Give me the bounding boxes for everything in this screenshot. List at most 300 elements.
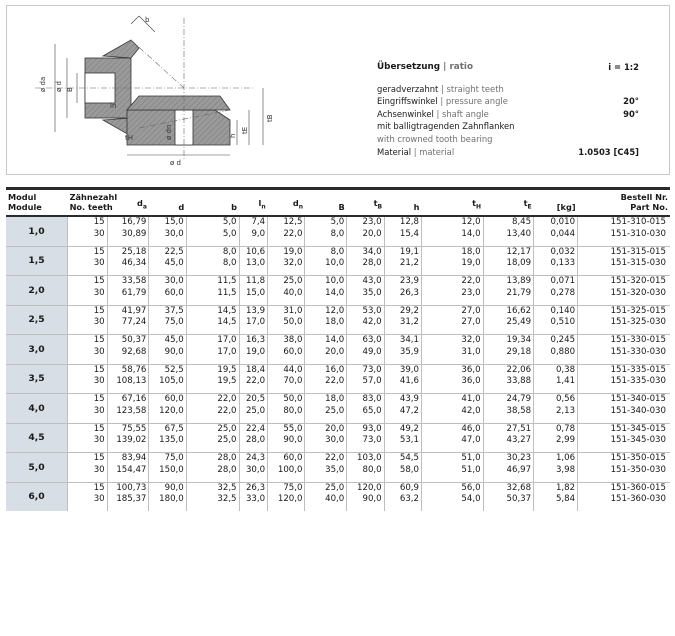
table-cell: 19,1	[384, 246, 421, 258]
table-cell: 54,0	[422, 494, 484, 506]
dim-da-label: ø da	[39, 76, 47, 92]
dim-d-bottom-label: ø d	[170, 159, 181, 167]
table-cell: 20,0	[347, 229, 384, 241]
table-cell: 58,76	[107, 364, 149, 376]
table-cell: 70,0	[268, 376, 305, 388]
table-cell: 30,89	[107, 229, 149, 241]
table-cell: 28,0	[186, 465, 239, 477]
table-cell: 29,18	[483, 347, 534, 359]
table-cell: 0,880	[534, 347, 578, 359]
table-row	[6, 406, 670, 418]
col-kg: [kg]	[556, 201, 576, 212]
dim-ln-label: ln	[110, 102, 117, 110]
spec-crowned-en: with crowned tooth bearing	[377, 133, 493, 144]
table-cell: 57,0	[347, 376, 384, 388]
table-cell: 15,4	[384, 229, 421, 241]
table-cell: 15	[68, 216, 108, 229]
table-cell: 0,133	[534, 258, 578, 270]
dim-tH-label: tH	[125, 134, 134, 142]
table-cell: 14,0	[305, 335, 347, 347]
table-cell: 0,032	[534, 246, 578, 258]
table-cell: 154,47	[107, 465, 149, 477]
table-row	[6, 376, 670, 388]
table-cell: 53,1	[384, 435, 421, 447]
table-cell: 12,17	[483, 246, 534, 258]
table-cell: 19,5	[186, 376, 239, 388]
table-cell: 25,0	[186, 423, 239, 435]
table-cell: 151-335-015	[578, 364, 670, 376]
col-tE: $t_E$	[523, 197, 532, 211]
table-cell: 0,140	[534, 305, 578, 317]
table-cell: 15	[68, 453, 108, 465]
table-cell: 5,84	[534, 494, 578, 506]
table-row	[6, 423, 670, 435]
table-cell: 151-340-030	[578, 406, 670, 418]
table-cell: 185,37	[107, 494, 149, 506]
col-d: d	[178, 201, 185, 212]
table-row	[6, 394, 670, 406]
table-cell: 151-350-030	[578, 465, 670, 477]
table-cell: 15	[68, 335, 108, 347]
table-cell: 63,0	[347, 335, 384, 347]
table-cell: 1,41	[534, 376, 578, 388]
table-row	[6, 453, 670, 465]
table-cell: 16,3	[239, 335, 268, 347]
dim-tE-label: tE	[241, 126, 249, 134]
table-cell: 16,79	[107, 216, 149, 229]
table-cell: 19,0	[239, 347, 268, 359]
table-cell: 49,0	[347, 347, 384, 359]
table-cell: 5,0	[186, 216, 239, 229]
table-cell: 25,0	[305, 482, 347, 494]
table-cell: 27,0	[422, 317, 484, 329]
table-cell: 10,0	[305, 276, 347, 288]
table-cell: 100,0	[268, 465, 305, 477]
table-cell: 22,0	[422, 276, 484, 288]
modul-cell: 2,5	[6, 305, 68, 335]
table-cell: 67,5	[149, 423, 186, 435]
table-cell: 35,0	[305, 465, 347, 477]
table-cell: 123,58	[107, 406, 149, 418]
table-cell: 30	[93, 435, 105, 446]
col-teeth: Zähnezahl No. teeth	[69, 192, 118, 212]
table-cell: 40,0	[305, 494, 347, 506]
table-cell: 35,0	[347, 288, 384, 300]
dim-h-label: h	[229, 133, 237, 138]
table-cell: 22,0	[305, 453, 347, 465]
table-cell: 19,34	[483, 335, 534, 347]
col-h: h	[413, 201, 420, 212]
table-row	[6, 246, 670, 258]
table-cell: 8,0	[186, 258, 239, 270]
table-cell: 0,044	[534, 229, 578, 241]
table-cell: 28,0	[186, 453, 239, 465]
table-cell: 46,0	[422, 423, 484, 435]
table-cell: 25,49	[483, 317, 534, 329]
table-cell: 2,99	[534, 435, 578, 447]
table-cell: 17,0	[186, 347, 239, 359]
table-cell: 0,510	[534, 317, 578, 329]
spec-ratio-value: i = 1:2	[608, 62, 639, 72]
modul-cell: 4,0	[6, 394, 68, 424]
table-cell: 51,0	[422, 453, 484, 465]
table-cell: 16,62	[483, 305, 534, 317]
table-cell: 53,0	[347, 305, 384, 317]
table-cell: 21,2	[384, 258, 421, 270]
table-cell: 12,8	[384, 216, 421, 229]
table-cell: 19,0	[422, 258, 484, 270]
table-cell: 33,88	[483, 376, 534, 388]
table-cell: 24,3	[239, 453, 268, 465]
table-cell: 10,6	[239, 246, 268, 258]
col-tB: $t_B$	[373, 197, 383, 211]
col-tH: $t_H$	[472, 197, 482, 211]
table-cell: 151-360-030	[578, 494, 670, 506]
table-row	[6, 288, 670, 300]
table-cell: 22,0	[186, 394, 239, 406]
modul-cell: 5,0	[6, 453, 68, 483]
col-dn: $d_n$	[292, 197, 303, 211]
table-cell: 15	[68, 276, 108, 288]
table-cell: 46,97	[483, 465, 534, 477]
table-cell: 30,0	[305, 435, 347, 447]
modul-cell: 2,0	[6, 276, 68, 306]
table-cell: 60,0	[268, 347, 305, 359]
col-part-no: Bestell Nr. Part No.	[620, 192, 668, 212]
table-cell: 15,0	[149, 216, 186, 229]
table-cell: 60,0	[149, 394, 186, 406]
table-cell: 135,0	[149, 435, 186, 447]
table-cell: 0,56	[534, 394, 578, 406]
table-cell: 28,0	[239, 435, 268, 447]
table-cell: 151-315-015	[578, 246, 670, 258]
table-cell: 45,0	[149, 258, 186, 270]
table-cell: 19,0	[268, 246, 305, 258]
table-cell: 103,0	[347, 453, 384, 465]
table-row	[6, 229, 670, 241]
table-cell: 36,0	[422, 364, 484, 376]
table-cell: 75,0	[268, 482, 305, 494]
table-cell: 93,0	[347, 423, 384, 435]
table-cell: 32,68	[483, 482, 534, 494]
table-cell: 151-320-015	[578, 276, 670, 288]
table-cell: 41,0	[422, 394, 484, 406]
table-cell: 151-310-015	[578, 216, 670, 229]
table-cell: 151-350-015	[578, 453, 670, 465]
gear-dimensions-table	[6, 190, 670, 511]
table-cell: 47,2	[384, 406, 421, 418]
table-cell: 0,278	[534, 288, 578, 300]
table-cell: 12,0	[422, 216, 484, 229]
table-cell: 15,0	[239, 288, 268, 300]
col-B: B	[338, 201, 345, 212]
table-cell: 30	[93, 405, 105, 416]
spec-crowned-de: mit balligtragenden Zahnflanken	[377, 121, 515, 132]
table-cell: 15	[68, 423, 108, 435]
table-cell: 11,5	[186, 288, 239, 300]
table-cell: 12,0	[305, 305, 347, 317]
table-cell: 25,0	[268, 276, 305, 288]
spec-row-teeth: geradverzahnt | straight teeth	[377, 83, 504, 94]
table-cell: 15	[68, 305, 108, 317]
table-cell: 17,0	[239, 317, 268, 329]
table-cell: 151-315-030	[578, 258, 670, 270]
table-cell: 22,0	[305, 376, 347, 388]
group-spacer-row	[6, 506, 670, 512]
modul-cell: 3,5	[6, 364, 68, 394]
table-cell: 43,0	[347, 276, 384, 288]
table-cell: 60,9	[384, 482, 421, 494]
table-cell: 83,94	[107, 453, 149, 465]
spec-ratio-en: ratio	[449, 62, 473, 72]
table-cell: 15	[68, 246, 108, 258]
table-cell: 50,37	[107, 335, 149, 347]
table-cell: 30	[93, 376, 105, 387]
col-da: $d_a$	[136, 197, 147, 211]
table-cell: 41,97	[107, 305, 149, 317]
table-cell: 50,0	[268, 317, 305, 329]
table-cell: 151-360-015	[578, 482, 670, 494]
table-cell: 22,0	[239, 376, 268, 388]
table-cell: 73,0	[347, 364, 384, 376]
table-cell: 67,16	[107, 394, 149, 406]
table-cell: 50,0	[268, 394, 305, 406]
table-cell: 15	[68, 364, 108, 376]
table-cell: 75,55	[107, 423, 149, 435]
table-cell: 31,0	[422, 347, 484, 359]
table-cell: 61,79	[107, 288, 149, 300]
table-row	[6, 364, 670, 376]
table-cell: 14,0	[422, 229, 484, 241]
table-cell: 180,0	[149, 494, 186, 506]
table-row	[6, 482, 670, 494]
table-cell: 151-320-030	[578, 288, 670, 300]
table-cell: 54,5	[384, 453, 421, 465]
table-row	[6, 335, 670, 347]
spec-row-shaft-angle: Achsenwinkel | shaft angle 90°	[377, 108, 639, 119]
table-cell: 22,06	[483, 364, 534, 376]
product-header-panel	[6, 5, 670, 175]
gear-dimensions-table-wrap	[6, 187, 670, 511]
table-cell: 46,34	[107, 258, 149, 270]
table-cell: 30	[93, 494, 105, 505]
modul-cell: 1,0	[6, 216, 68, 246]
table-cell: 11,8	[239, 276, 268, 288]
gear-table-body	[6, 216, 670, 511]
table-cell: 18,09	[483, 258, 534, 270]
table-cell: 3,98	[534, 465, 578, 477]
table-cell: 25,0	[186, 435, 239, 447]
table-cell: 26,3	[239, 482, 268, 494]
table-cell: 151-330-015	[578, 335, 670, 347]
table-cell: 7,4	[239, 216, 268, 229]
table-cell: 15	[68, 482, 108, 494]
table-cell: 5,0	[186, 229, 239, 241]
table-cell: 34,0	[347, 246, 384, 258]
table-row	[6, 258, 670, 270]
table-cell: 151-310-030	[578, 229, 670, 241]
table-cell: 18,4	[239, 364, 268, 376]
table-header-row	[6, 190, 670, 216]
table-cell: 28,0	[347, 258, 384, 270]
table-cell: 29,2	[384, 305, 421, 317]
table-cell: 75,0	[149, 317, 186, 329]
table-cell: 42,0	[422, 406, 484, 418]
table-cell: 90,0	[149, 482, 186, 494]
table-cell: 151-345-030	[578, 435, 670, 447]
table-cell: 27,0	[422, 305, 484, 317]
spec-material-value: 1.0503 [C45]	[578, 146, 639, 157]
table-row	[6, 465, 670, 477]
table-cell: 100,73	[107, 482, 149, 494]
table-cell: 0,245	[534, 335, 578, 347]
table-cell: 60,0	[268, 453, 305, 465]
table-cell: 18,0	[305, 317, 347, 329]
bevel-gear-technical-drawing	[15, 10, 315, 170]
table-cell: 23,9	[384, 276, 421, 288]
table-cell: 5,0	[305, 216, 347, 229]
table-cell: 31,0	[268, 305, 305, 317]
table-cell: 27,51	[483, 423, 534, 435]
table-row	[6, 216, 670, 229]
table-cell: 17,0	[186, 335, 239, 347]
table-cell: 37,5	[149, 305, 186, 317]
table-cell: 30	[93, 228, 105, 239]
table-cell: 45,0	[149, 335, 186, 347]
table-row	[6, 347, 670, 359]
table-cell: 8,0	[186, 246, 239, 258]
table-cell: 0,071	[534, 276, 578, 288]
dim-d-label: ø d	[55, 81, 63, 92]
table-cell: 151-330-030	[578, 347, 670, 359]
table-cell: 22,0	[186, 406, 239, 418]
wheel-gear-section	[127, 96, 230, 145]
table-cell: 30,0	[239, 465, 268, 477]
table-cell: 40,0	[268, 288, 305, 300]
table-cell: 2,13	[534, 406, 578, 418]
table-cell: 43,27	[483, 435, 534, 447]
dim-tB-label: tB	[266, 114, 274, 122]
table-row	[6, 494, 670, 506]
table-cell: 120,0	[149, 406, 186, 418]
table-cell: 13,40	[483, 229, 534, 241]
table-cell: 32,0	[422, 335, 484, 347]
table-cell: 151-325-015	[578, 305, 670, 317]
table-cell: 30,0	[149, 229, 186, 241]
table-cell: 90,0	[347, 494, 384, 506]
table-cell: 21,79	[483, 288, 534, 300]
table-row	[6, 317, 670, 329]
table-cell: 151-325-030	[578, 317, 670, 329]
table-cell: 90,0	[149, 347, 186, 359]
modul-cell: 6,0	[6, 482, 68, 511]
modul-cell: 4,5	[6, 423, 68, 453]
table-cell: 120,0	[268, 494, 305, 506]
table-cell: 22,4	[239, 423, 268, 435]
table-cell: 90,0	[268, 435, 305, 447]
table-cell: 19,5	[186, 364, 239, 376]
table-cell: 11,5	[186, 276, 239, 288]
table-cell: 8,0	[305, 229, 347, 241]
table-cell: 15	[68, 394, 108, 406]
table-cell: 83,0	[347, 394, 384, 406]
table-cell: 30,0	[149, 276, 186, 288]
table-row	[6, 305, 670, 317]
table-cell: 30	[93, 258, 105, 269]
modul-cell: 1,5	[6, 246, 68, 276]
table-cell: 35,9	[384, 347, 421, 359]
table-cell: 30	[93, 464, 105, 475]
dim-B-label: B	[66, 87, 74, 92]
table-cell: 80,0	[347, 465, 384, 477]
table-cell: 33,0	[239, 494, 268, 506]
table-cell: 31,2	[384, 317, 421, 329]
table-cell: 75,0	[149, 453, 186, 465]
table-row	[6, 435, 670, 447]
table-cell: 20,0	[305, 423, 347, 435]
table-cell: 92,68	[107, 347, 149, 359]
table-cell: 151-345-015	[578, 423, 670, 435]
table-cell: 108,13	[107, 376, 149, 388]
table-cell: 12,5	[268, 216, 305, 229]
table-cell: 77,24	[107, 317, 149, 329]
table-cell: 20,0	[305, 347, 347, 359]
table-cell: 33,58	[107, 276, 149, 288]
dim-dn-label: ø dn	[165, 124, 173, 140]
table-cell: 18,0	[422, 246, 484, 258]
table-cell: 36,0	[422, 376, 484, 388]
table-row	[6, 276, 670, 288]
table-cell: 105,0	[149, 376, 186, 388]
table-cell: 22,5	[149, 246, 186, 258]
col-ln: $l_n$	[258, 197, 266, 211]
table-cell: 58,0	[384, 465, 421, 477]
table-cell: 13,0	[239, 258, 268, 270]
table-cell: 32,5	[186, 494, 239, 506]
table-cell: 44,0	[268, 364, 305, 376]
table-cell: 0,38	[534, 364, 578, 376]
table-cell: 151-340-015	[578, 394, 670, 406]
table-cell: 30,23	[483, 453, 534, 465]
table-cell: 13,89	[483, 276, 534, 288]
table-cell: 1,06	[534, 453, 578, 465]
table-cell: 8,0	[305, 246, 347, 258]
table-cell: 151-335-030	[578, 376, 670, 388]
table-cell: 30	[93, 317, 105, 328]
spec-row-material: Material | material 1.0503 [C45]	[377, 146, 639, 157]
table-cell: 65,0	[347, 406, 384, 418]
table-cell: 39,0	[384, 364, 421, 376]
table-cell: 32,5	[186, 482, 239, 494]
table-cell: 18,0	[305, 394, 347, 406]
table-cell: 14,0	[305, 288, 347, 300]
table-cell: 43,9	[384, 394, 421, 406]
table-cell: 26,3	[384, 288, 421, 300]
col-b: b	[231, 201, 238, 212]
table-cell: 25,18	[107, 246, 149, 258]
table-cell: 56,0	[422, 482, 484, 494]
table-cell: 50,37	[483, 494, 534, 506]
dim-b-label: b	[145, 16, 150, 24]
spec-ratio-de: Übersetzung	[377, 62, 441, 72]
table-cell: 60,0	[149, 288, 186, 300]
table-cell: 9,0	[239, 229, 268, 241]
table-cell: 10,0	[305, 258, 347, 270]
table-cell: 42,0	[347, 317, 384, 329]
table-cell: 1,82	[534, 482, 578, 494]
col-modul: Modul Module	[8, 192, 42, 212]
gear-specifications	[377, 61, 639, 158]
